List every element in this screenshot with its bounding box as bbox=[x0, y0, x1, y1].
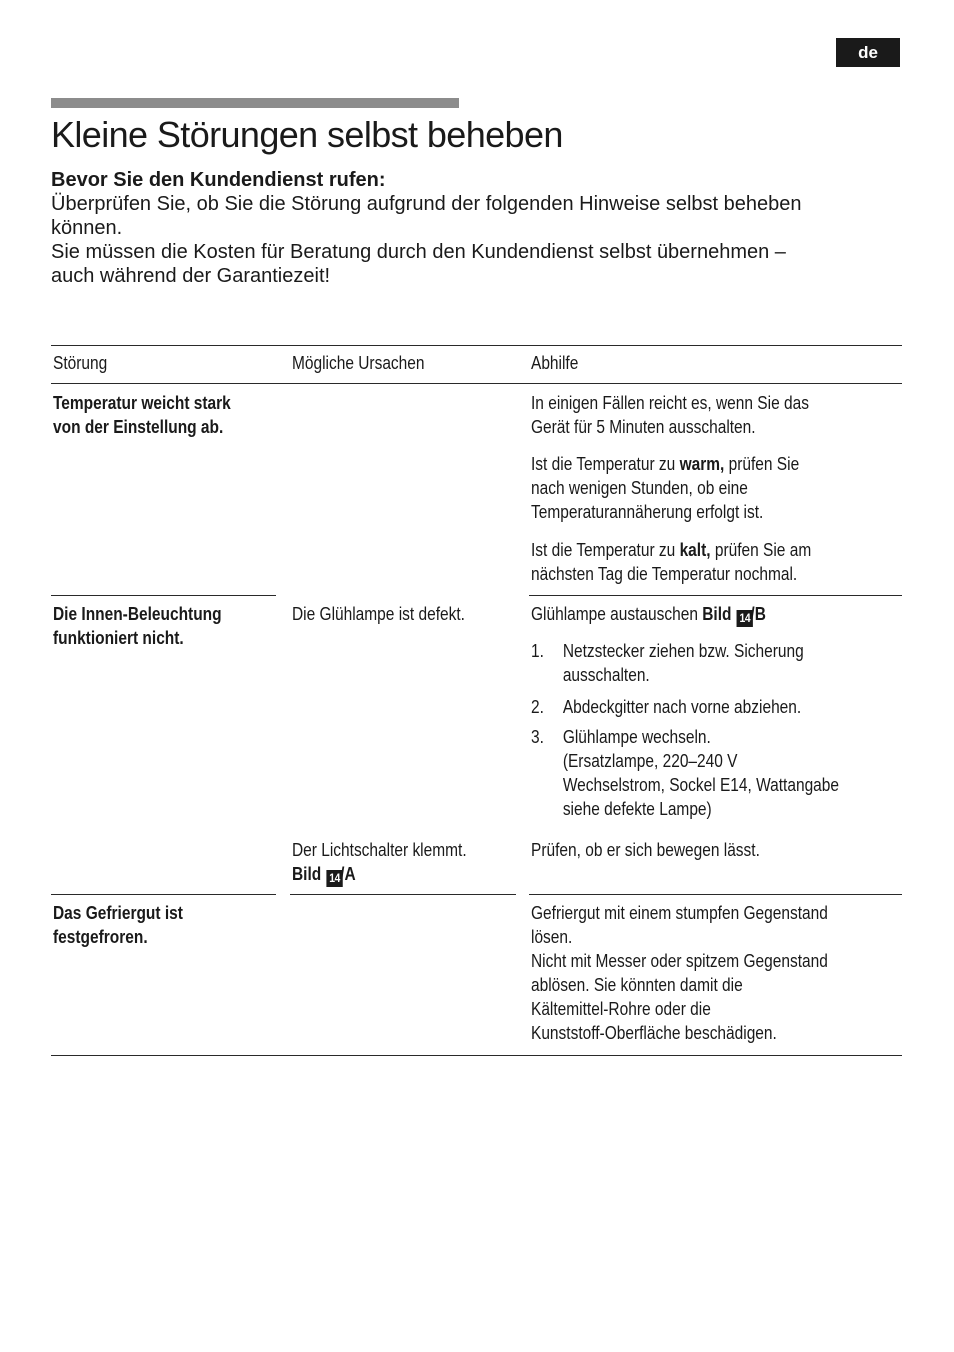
step-number-1: 1. bbox=[531, 641, 544, 661]
intro-line-3: Sie müssen die Kosten für Beratung durch den Kundendienst selbst übernehmen – bbox=[51, 241, 786, 263]
row2-fix1-suffix: /B bbox=[750, 604, 766, 624]
intro-line-4: auch während der Garantiezeit! bbox=[51, 265, 331, 287]
title-accent-bar bbox=[51, 98, 459, 108]
row1-fix3-pre: Ist die Temperatur zu bbox=[531, 540, 680, 560]
step3-line-4: siehe defekte Lampe) bbox=[562, 799, 712, 819]
row2-cause-rule bbox=[290, 894, 516, 895]
row2-step-1 bbox=[531, 639, 804, 687]
row2-fix-rule bbox=[529, 894, 902, 895]
row1-fix2-pre: Ist die Temperatur zu bbox=[531, 454, 680, 474]
row3-fault-line-2: festgefroren. bbox=[53, 927, 148, 947]
row2-cause-1: Die Glühlampe ist defekt. bbox=[292, 604, 465, 624]
figure-14-icon: 14 bbox=[326, 870, 342, 887]
row2-fault-line-1: Die Innen-Beleuchtung bbox=[53, 604, 222, 624]
row3-fix-line-6: Kunststoff-Oberfläche beschädigen. bbox=[531, 1023, 777, 1043]
intro-section bbox=[51, 168, 903, 288]
row1-fix-1 bbox=[531, 391, 809, 439]
row1-fix2-line-1 bbox=[531, 452, 799, 476]
figure-14-icon: 14 bbox=[737, 610, 753, 627]
row1-fix2-bold: warm, bbox=[679, 454, 725, 474]
row1-fault bbox=[53, 391, 231, 439]
row2-cause2-suffix: /A bbox=[340, 864, 356, 884]
step2-line-1: Abdeckgitter nach vorne abziehen. bbox=[562, 697, 802, 717]
step1-line-1: Netzstecker ziehen bzw. Sicherung bbox=[562, 641, 804, 661]
row1-fix1-line-1: In einigen Fällen reicht es, wenn Sie das bbox=[531, 393, 809, 413]
row1-fault-line-2: von der Einstellung ab. bbox=[53, 417, 224, 437]
table-header-rule bbox=[51, 383, 902, 384]
row2-cause2-line-2 bbox=[292, 862, 467, 887]
intro-line-2: können. bbox=[51, 217, 123, 239]
step3-line-3: Wechselstrom, Sockel E14, Wattangabe bbox=[562, 775, 840, 795]
intro-heading: Bevor Sie den Kundendienst rufen: bbox=[51, 169, 386, 191]
header-ursachen: Mögliche Ursachen bbox=[292, 353, 425, 373]
row2-cause2-line-1: Der Lichtschalter klemmt. bbox=[292, 840, 467, 860]
row3-fix-line-5: Kältemittel-Rohre oder die bbox=[531, 999, 711, 1019]
language-badge: de bbox=[836, 38, 900, 67]
row3-fix bbox=[531, 901, 828, 1045]
step3-line-2: (Ersatzlampe, 220–240 V bbox=[562, 751, 738, 771]
row2-cause2-bild: Bild bbox=[292, 864, 322, 884]
row1-fix2-line-2: nach wenigen Stunden, ob eine bbox=[531, 478, 748, 498]
row1-fix-3 bbox=[531, 538, 811, 586]
row1-fix3-bold: kalt, bbox=[679, 540, 711, 560]
row1-fix1-line-2: Gerät für 5 Minuten ausschalten. bbox=[531, 417, 756, 437]
step1-line-2: ausschalten. bbox=[562, 665, 650, 685]
row2-cause-2 bbox=[292, 838, 467, 887]
row1-fix2-line-3: Temperaturannäherung erfolgt ist. bbox=[531, 502, 764, 522]
row3-fault bbox=[53, 901, 183, 949]
row1-fault-rule bbox=[51, 595, 276, 596]
row1-fix2-post: prüfen Sie bbox=[724, 454, 800, 474]
row2-fix1-pre: Glühlampe austauschen bbox=[531, 604, 703, 624]
row1-fault-line-1: Temperatur weicht stark bbox=[53, 393, 231, 413]
row3-fix-line-1: Gefriergut mit einem stumpfen Gegenstand bbox=[531, 903, 828, 923]
row2-step-3 bbox=[531, 725, 839, 821]
row1-fix3-post: prüfen Sie am bbox=[710, 540, 812, 560]
row2-fix-2: Prüfen, ob er sich bewegen lässt. bbox=[531, 840, 760, 860]
header-stoerung: Störung bbox=[53, 353, 108, 373]
row1-fix3-line-1 bbox=[531, 538, 811, 562]
row1-fix-rule bbox=[529, 595, 902, 596]
row2-fix1-bild: Bild bbox=[702, 604, 732, 624]
row2-fault-rule bbox=[51, 894, 276, 895]
row2-step-2 bbox=[531, 695, 801, 719]
page-title: Kleine Störungen selbst beheben bbox=[51, 114, 563, 155]
row2-fix-1 bbox=[531, 602, 766, 627]
table-bottom-rule bbox=[51, 1055, 902, 1056]
row1-fix-2 bbox=[531, 452, 799, 524]
step3-line-1: Glühlampe wechseln. bbox=[562, 727, 711, 747]
row3-fix-line-4: ablösen. Sie könnten damit die bbox=[531, 975, 743, 995]
table-top-rule bbox=[51, 345, 902, 346]
row1-fix3-line-2: nächsten Tag die Temperatur nochmal. bbox=[531, 564, 798, 584]
row3-fix-line-3: Nicht mit Messer oder spitzem Gegenstand bbox=[531, 951, 828, 971]
header-abhilfe: Abhilfe bbox=[531, 353, 579, 373]
row2-fault bbox=[53, 602, 222, 650]
row2-fault-line-2: funktioniert nicht. bbox=[53, 628, 184, 648]
step-number-3: 3. bbox=[531, 727, 544, 747]
intro-line-1: Überprüfen Sie, ob Sie die Störung aufgrund der folgenden Hinweise selbst beheben bbox=[51, 193, 802, 215]
row3-fault-line-1: Das Gefriergut ist bbox=[53, 903, 183, 923]
row3-fix-line-2: lösen. bbox=[531, 927, 573, 947]
step-number-2: 2. bbox=[531, 697, 544, 717]
